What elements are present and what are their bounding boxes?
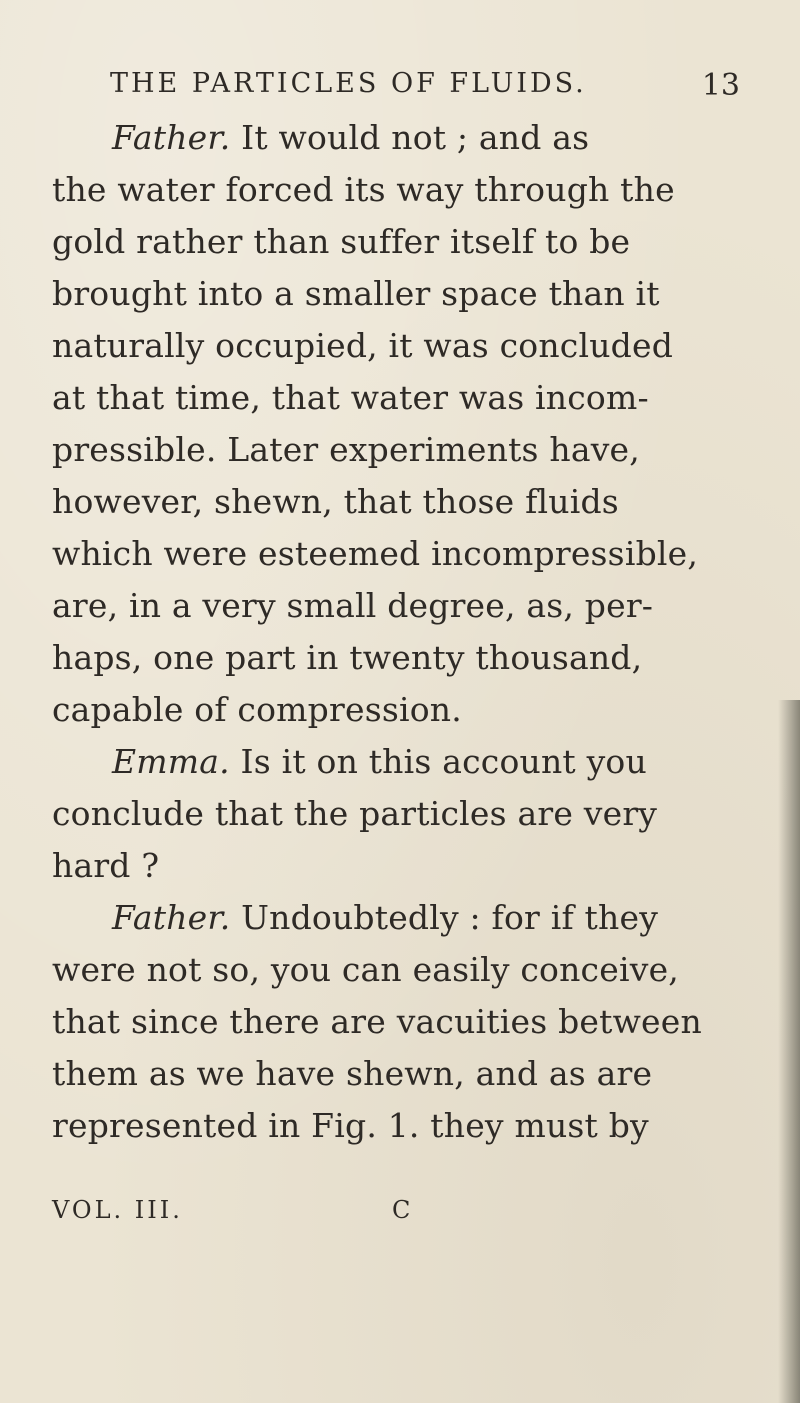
- page-edge-shadow: [778, 700, 800, 1403]
- speaker-name: Emma.: [112, 742, 230, 781]
- text-line: [52, 944, 742, 996]
- line-text: Is it on this account you: [229, 742, 647, 781]
- line-text: brought into a smaller space than it: [52, 274, 660, 313]
- text-line: [52, 684, 742, 736]
- line-text: however, shewn, that those fluids: [52, 482, 619, 521]
- line-text: which were esteemed incompressible,: [52, 534, 699, 573]
- text-line: [52, 1100, 742, 1152]
- running-head: [110, 68, 740, 108]
- text-line: [52, 840, 742, 892]
- text-line: [52, 424, 742, 476]
- line-text: represented in Fig. 1. they must by: [52, 1106, 649, 1145]
- line-text: haps, one part in twenty thousand,: [52, 638, 643, 677]
- page-number: 13: [701, 68, 740, 103]
- line-text: them as we have shewn, and as are: [52, 1054, 653, 1093]
- line-text: capable of compression.: [52, 690, 462, 729]
- line-text: at that time, that water was incom-: [52, 378, 649, 417]
- text-line: [52, 788, 742, 840]
- line-text: the water forced its way through the: [52, 170, 675, 209]
- text-line: [52, 736, 742, 788]
- line-text: that since there are vacuities between: [52, 1002, 702, 1041]
- text-line: [52, 476, 742, 528]
- line-text: naturally occupied, it was concluded: [52, 326, 674, 365]
- line-text: hard ?: [52, 846, 160, 885]
- text-line: [52, 892, 742, 944]
- signature-mark: C: [392, 1196, 414, 1224]
- text-line: [52, 580, 742, 632]
- speaker-name: Father.: [112, 118, 231, 157]
- text-line: [52, 320, 742, 372]
- page-footer: [52, 1196, 572, 1236]
- text-line: [52, 164, 742, 216]
- text-line: [52, 996, 742, 1048]
- volume-label: VOL. III.: [52, 1196, 183, 1224]
- speaker-name: Father.: [112, 898, 231, 937]
- line-text: It would not ; and as: [230, 118, 590, 157]
- text-line: [52, 268, 742, 320]
- text-line: [52, 528, 742, 580]
- line-text: conclude that the particles are very: [52, 794, 658, 833]
- body-text: [52, 112, 742, 1152]
- text-line: [52, 372, 742, 424]
- text-line: [52, 216, 742, 268]
- line-text: gold rather than suffer itself to be: [52, 222, 631, 261]
- text-line: [52, 112, 742, 164]
- line-text: were not so, you can easily conceive,: [52, 950, 679, 989]
- text-line: [52, 1048, 742, 1100]
- text-line: [52, 632, 742, 684]
- running-head-title: THE PARTICLES OF FLUIDS.: [110, 68, 587, 99]
- line-text: pressible. Later experiments have,: [52, 430, 640, 469]
- line-text: Undoubtedly : for if they: [230, 898, 659, 937]
- line-text: are, in a very small degree, as, per-: [52, 586, 654, 625]
